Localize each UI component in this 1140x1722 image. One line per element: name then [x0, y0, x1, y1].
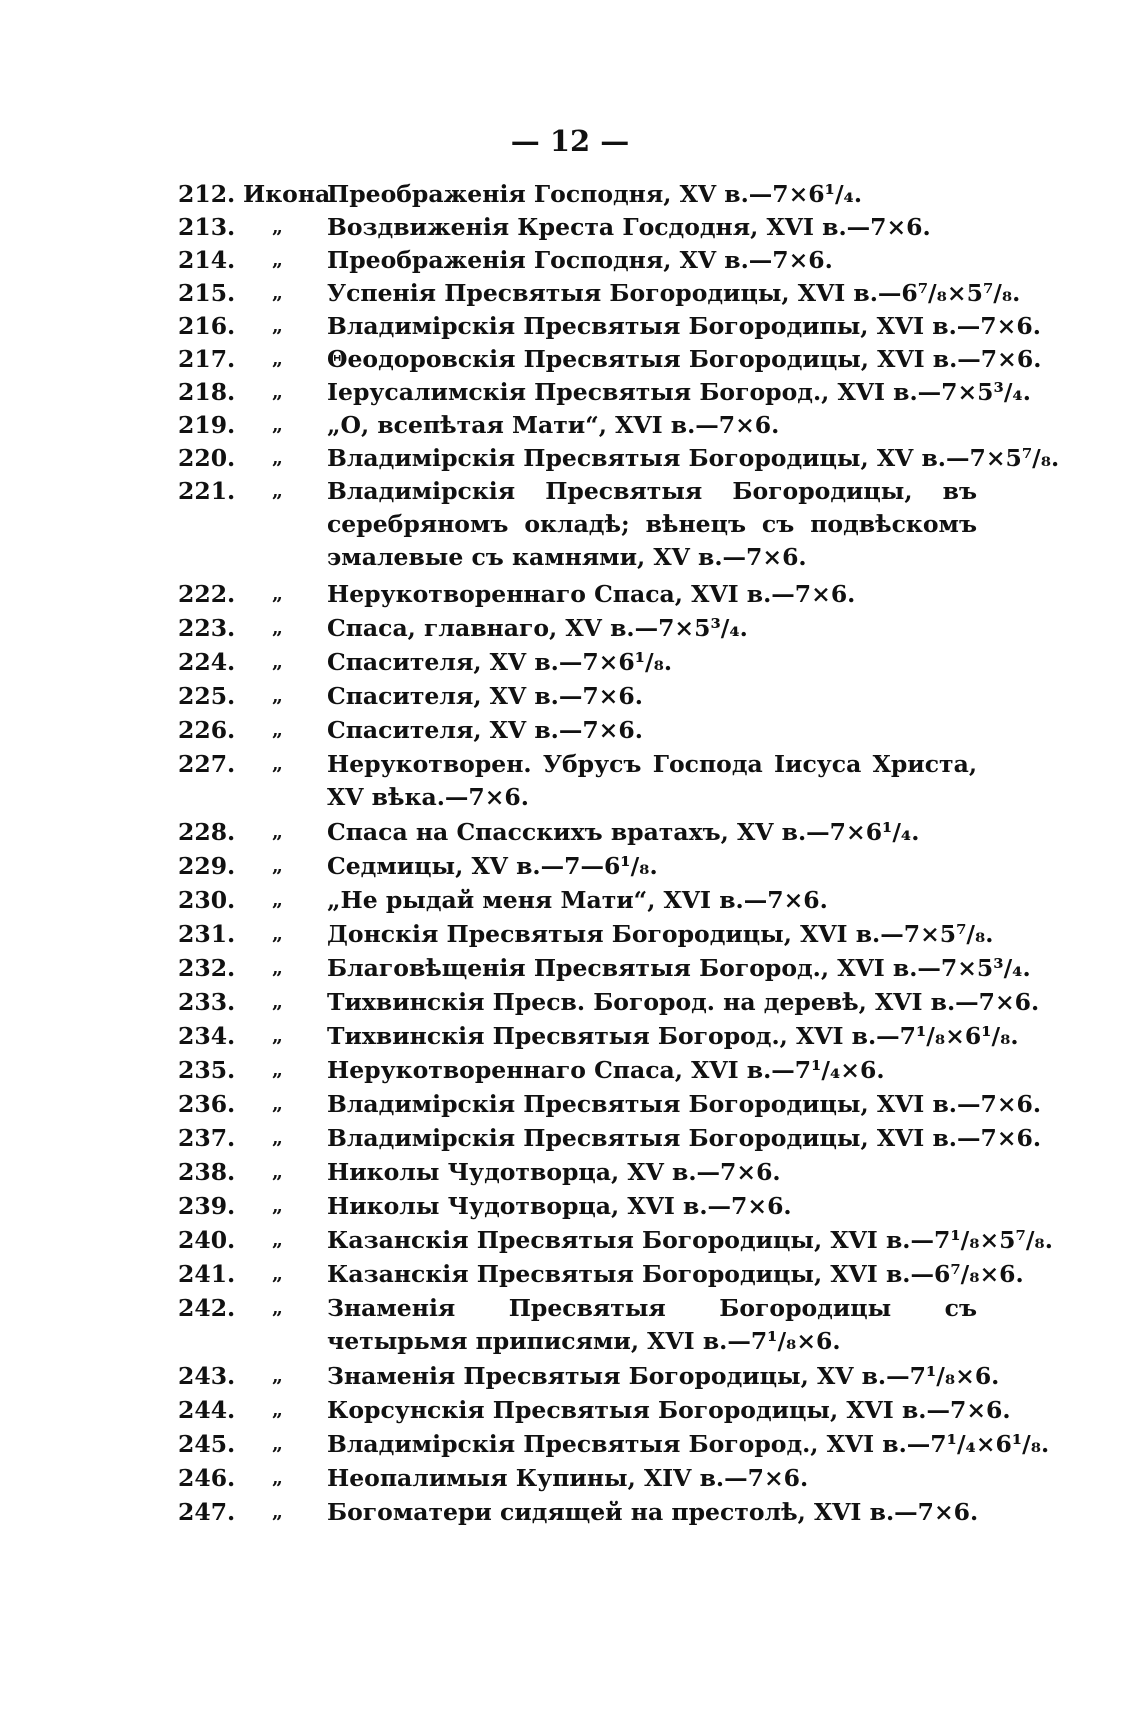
- entry-text: Казанскія Пресвятыя Богородицы, XVI в.—7¹/₈×5⁷/₈.: [327, 1226, 1053, 1254]
- entry-text: Владимірскія Пресвятыя Богородицы, XVI в.—7×6.: [327, 1124, 1042, 1152]
- entry-ditto-mark: „: [272, 1501, 283, 1523]
- entry-text: Владимірскія Пресвятыя Богородицы, XV в.—7×5⁷/₈.: [327, 444, 1060, 472]
- entry-number: 222.: [178, 580, 236, 608]
- entry-number: 232.: [178, 954, 236, 982]
- entry-text: Владимірскія Пресвятыя Богород., XVI в.—7¹/₄×6¹/₈.: [327, 1430, 1050, 1458]
- entry-number: 247.: [178, 1498, 236, 1526]
- entry-number: 229.: [178, 852, 236, 880]
- entry-text: Спаса, главнаго, XV в.—7×5³/₄.: [327, 614, 748, 642]
- entry-text: Нерукотвореннаго Спаса, XVI в.—7×6.: [327, 580, 856, 608]
- entry-text: Тихвинскія Пресв. Богород. на деревѣ, XVI в.—7×6.: [327, 988, 1040, 1016]
- entry-ditto-mark: „: [272, 855, 283, 877]
- entry-ditto-mark: „: [272, 957, 283, 979]
- entry-number: 212.: [178, 180, 236, 208]
- entry-number: 240.: [178, 1226, 236, 1254]
- entry-lead-word: Икона: [243, 180, 331, 208]
- entry-number: 239.: [178, 1192, 236, 1220]
- entry-ditto-mark: „: [272, 991, 283, 1013]
- entry-ditto-mark: „: [272, 821, 283, 843]
- entry-ditto-mark: „: [272, 1263, 283, 1285]
- entry-ditto-mark: „: [272, 1127, 283, 1149]
- entry-text: Тихвинскія Пресвятыя Богород., XVI в.—7¹/₈×6¹/₈.: [327, 1022, 1019, 1050]
- entry-number: 215.: [178, 279, 236, 307]
- entry-ditto-mark: „: [272, 685, 283, 707]
- entry-ditto-mark: „: [272, 1467, 283, 1489]
- entry-ditto-mark: „: [272, 583, 283, 605]
- entry-text: Нерукотвореннаго Спаса, XVI в.—7¹/₄×6.: [327, 1056, 885, 1084]
- entry-text: Спаса на Спасскихъ вратахъ, XV в.—7×6¹/₄.: [327, 818, 920, 846]
- entry-text: Преображенія Господня, XV в.—7×6.: [327, 246, 833, 274]
- entry-text: Корсунскія Пресвятыя Богородицы, XVI в.—7×6.: [327, 1396, 1011, 1424]
- entry-ditto-mark: „: [272, 216, 283, 238]
- entry-text: Седмицы, XV в.—7—6¹/₈.: [327, 852, 658, 880]
- entry-text: Донскія Пресвятыя Богородицы, XVI в.—7×5⁷/₈.: [327, 920, 994, 948]
- entry-text: Знаменія Пресвятыя Богородицы съ четырьмя приписями, XVI в.—7¹/₈×6.: [327, 1294, 977, 1355]
- entry-text: Успенія Пресвятыя Богородицы, XVI в.—6⁷/₈×5⁷/₈.: [327, 279, 1021, 307]
- entry-ditto-mark: „: [272, 889, 283, 911]
- entry-text: Владимірскія Пресвятыя Богородипы, XVI в.—7×6.: [327, 312, 1041, 340]
- entry-number: 224.: [178, 648, 236, 676]
- entry-text: Спасителя, XV в.—7×6¹/₈.: [327, 648, 673, 676]
- entry-number: 243.: [178, 1362, 236, 1390]
- entry-text: Казанскія Пресвятыя Богородицы, XVI в.—6⁷/₈×6.: [327, 1260, 1024, 1288]
- entry-text: „О, всепѣтая Мати“, XVI в.—7×6.: [327, 411, 780, 439]
- entry-ditto-mark: „: [272, 381, 283, 403]
- entry-ditto-mark: „: [272, 1297, 283, 1319]
- entry-number: 241.: [178, 1260, 236, 1288]
- entry-number: 238.: [178, 1158, 236, 1186]
- entry-number: 217.: [178, 345, 236, 373]
- entry-text: Спасителя, XV в.—7×6.: [327, 716, 643, 744]
- entry-number: 220.: [178, 444, 236, 472]
- entry-text: Спасителя, XV в.—7×6.: [327, 682, 643, 710]
- entry-ditto-mark: „: [272, 1433, 283, 1455]
- entry-number: 216.: [178, 312, 236, 340]
- entry-ditto-mark: „: [272, 1399, 283, 1421]
- entry-ditto-mark: „: [272, 480, 283, 502]
- entry-number: 226.: [178, 716, 236, 744]
- entry-text: Θеодоровскія Пресвятыя Богородицы, XVI в.—7×6.: [327, 345, 1042, 373]
- entry-number: 242.: [178, 1294, 236, 1322]
- entry-number: 245.: [178, 1430, 236, 1458]
- entry-ditto-mark: „: [272, 923, 283, 945]
- entry-number: 235.: [178, 1056, 236, 1084]
- entry-ditto-mark: „: [272, 282, 283, 304]
- entry-number: 246.: [178, 1464, 236, 1492]
- entry-ditto-mark: „: [272, 447, 283, 469]
- entry-text: Владимірскія Пресвятыя Богородицы, въ серебряномъ окладѣ; вѣнецъ съ подвѣскомъ эмалевые съ камнями, XV в.—7×6.: [327, 477, 977, 571]
- entry-ditto-mark: „: [272, 651, 283, 673]
- entry-ditto-mark: „: [272, 315, 283, 337]
- entry-ditto-mark: „: [272, 249, 283, 271]
- entry-number: 227.: [178, 750, 236, 778]
- entry-number: 218.: [178, 378, 236, 406]
- entry-ditto-mark: „: [272, 1059, 283, 1081]
- entry-ditto-mark: „: [272, 753, 283, 775]
- entry-ditto-mark: „: [272, 1093, 283, 1115]
- entry-number: 213.: [178, 213, 236, 241]
- entry-number: 219.: [178, 411, 236, 439]
- entry-number: 233.: [178, 988, 236, 1016]
- entry-ditto-mark: „: [272, 1025, 283, 1047]
- entry-number: 228.: [178, 818, 236, 846]
- entry-number: 234.: [178, 1022, 236, 1050]
- entry-text: Знаменія Пресвятыя Богородицы, XV в.—7¹/₈×6.: [327, 1362, 1000, 1390]
- entry-number: 236.: [178, 1090, 236, 1118]
- entry-number: 244.: [178, 1396, 236, 1424]
- entry-ditto-mark: „: [272, 617, 283, 639]
- entry-text: „Не рыдай меня Мати“, XVI в.—7×6.: [327, 886, 828, 914]
- entry-text: Богоматери сидящей на престолѣ, XVI в.—7×6.: [327, 1498, 979, 1526]
- entry-number: 223.: [178, 614, 236, 642]
- entry-number: 221.: [178, 477, 236, 505]
- entry-ditto-mark: „: [272, 414, 283, 436]
- entry-ditto-mark: „: [272, 1229, 283, 1251]
- entry-number: 231.: [178, 920, 236, 948]
- entry-ditto-mark: „: [272, 1195, 283, 1217]
- entry-text: Николы Чудотворца, XVI в.—7×6.: [327, 1192, 792, 1220]
- entry-text: Iерусалимскія Пресвятыя Богород., XVI в.—7×5³/₄.: [327, 378, 1031, 406]
- entry-ditto-mark: „: [272, 1161, 283, 1183]
- entry-text: Неопалимыя Купины, XIV в.—7×6.: [327, 1464, 809, 1492]
- entry-number: 225.: [178, 682, 236, 710]
- entry-number: 214.: [178, 246, 236, 274]
- entry-text: Благовѣщенія Пресвятыя Богород., XVI в.—7×5³/₄.: [327, 954, 1031, 982]
- entry-text: Николы Чудотворца, XV в.—7×6.: [327, 1158, 781, 1186]
- entry-ditto-mark: „: [272, 719, 283, 741]
- entry-text: Преображенія Господня, XV в.—7×6¹/₄.: [327, 180, 863, 208]
- entry-number: 230.: [178, 886, 236, 914]
- entry-number: 237.: [178, 1124, 236, 1152]
- entry-text: Владимірскія Пресвятыя Богородицы, XVI в.—7×6.: [327, 1090, 1042, 1118]
- entry-ditto-mark: „: [272, 1365, 283, 1387]
- entry-ditto-mark: „: [272, 348, 283, 370]
- entry-text: Нерукотворен. Убрусъ Господа Iисуса Христа, XV вѣка.—7×6.: [327, 750, 977, 811]
- entry-text: Воздвиженія Креста Госдодня, XVI в.—7×6.: [327, 213, 931, 241]
- page-number: — 12 —: [510, 124, 630, 158]
